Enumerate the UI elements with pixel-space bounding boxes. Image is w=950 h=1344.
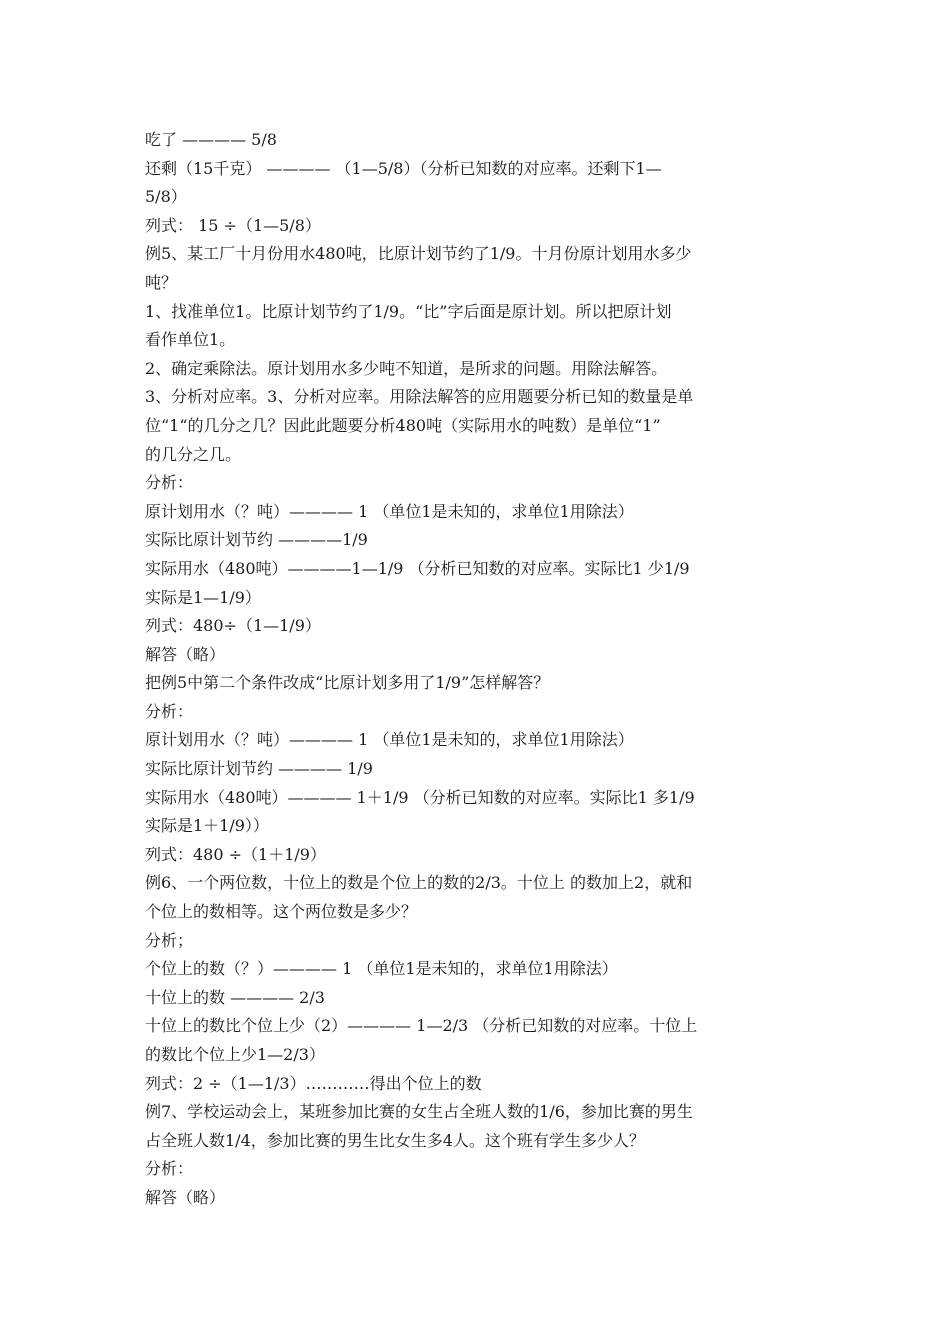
analysis-label: 分析：: [145, 1159, 194, 1179]
text-line: 十位上的数比个位上少（2）———— 1—2/3 （分析已知数的对应率。十位上: [145, 1016, 698, 1036]
text-line: 原计划用水（？吨）———— 1 （单位1是未知的，求单位1用除法）: [145, 730, 634, 750]
text-line: 列式： 15 ÷（1—5/8）: [145, 215, 321, 235]
text-line: 看作单位1。: [145, 330, 236, 350]
text-line: 的数比个位上少1—2/3）: [145, 1045, 325, 1064]
text-line: 实际比原计划节约 ———— 1/9: [145, 759, 373, 779]
example-heading: 例7、学校运动会上，某班参加比赛的女生占全班人数的1/6，参加比赛的男生: [145, 1102, 693, 1122]
text-line: 实际用水（480吨）———— 1＋1/9 （分析已知数的对应率。实际比1 多1/9: [145, 787, 695, 807]
example-heading: 例5、某工厂十月份用水480吨，比原计划节约了1/9。十月份原计划用水多少: [145, 244, 692, 264]
text-line: 实际用水（480吨）————1—1/9 （分析已知数的对应率。实际比1 少1/9: [145, 558, 690, 578]
text-line: 1、找准单位1。比原计划节约了1/9。“比”字后面是原计划。所以把原计划: [145, 301, 672, 321]
analysis-label: 分析：: [145, 473, 194, 493]
example-heading: 例6、一个两位数，十位上的数是个位上的数的2/3。十位上 的数加上2，就和: [145, 873, 693, 893]
text-line: 实际比原计划节约 ————1/9: [145, 530, 368, 550]
text-line: 原计划用水（？吨）———— 1 （单位1是未知的，求单位1用除法）: [145, 501, 634, 521]
text-line: 个位上的数（？）———— 1 （单位1是未知的，求单位1用除法）: [145, 959, 618, 979]
text-line: 实际是1＋1/9））: [145, 816, 269, 836]
text-line: 的几分之几。: [145, 444, 242, 464]
text-line: 吃了 ———— 5/8: [145, 130, 277, 149]
text-line: 位“1“的几分之几？因此此题要分析480吨（实际用水的吨数）是单位“1”: [145, 415, 661, 435]
text-line: 5/8）: [145, 187, 187, 207]
text-line: 把例5中第二个条件改成“比原计划多用了1/9”怎样解答？: [145, 673, 550, 693]
formula-line: 列式：2 ÷（1—1/3）…………得出个位上的数: [145, 1073, 482, 1093]
text-line: 个位上的数相等。这个两位数是多少？: [145, 902, 418, 922]
answer-line: 解答（略）: [145, 1187, 226, 1207]
document-body: [145, 126, 810, 1213]
text-line: 占全班人数1/4，参加比赛的男生比女生多4人。这个班有学生多少人？: [145, 1130, 645, 1150]
text-line: 2、确定乘除法。原计划用水多少吨不知道，是所求的问题。用除法解答。: [145, 358, 668, 378]
analysis-label: 分析；: [145, 930, 194, 950]
text-line: 十位上的数 ———— 2/3: [145, 987, 325, 1007]
formula-line: 列式：480÷（1—1/9）: [145, 616, 321, 636]
answer-line: 解答（略）: [145, 644, 226, 664]
formula-line: 列式：480 ÷（1＋1/9）: [145, 844, 326, 864]
text-line: 吨？: [145, 272, 178, 292]
text-line: 还剩（15千克） ———— （1—5/8）（分析已知数的对应率。还剩下1—: [145, 158, 662, 178]
text-line: 实际是1—1/9）: [145, 587, 261, 607]
text-line: 3、分析对应率。3、分析对应率。用除法解答的应用题要分析已知的数量是单: [145, 387, 694, 407]
analysis-label: 分析：: [145, 701, 194, 721]
